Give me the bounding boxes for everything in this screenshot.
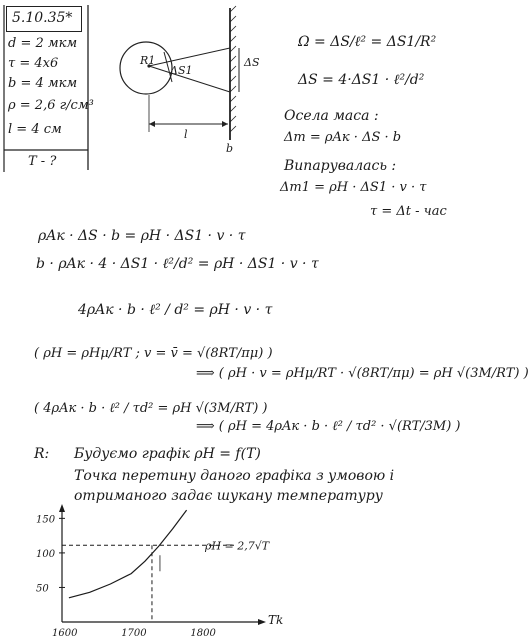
given-l: l = 4 см (8, 122, 62, 137)
x-axis-arrow (258, 619, 266, 625)
l-arrow-left (149, 121, 155, 127)
given-rho: ρ = 2,6 г/см³ (8, 98, 94, 113)
sphere (120, 42, 172, 94)
y-tick-label: 150 (36, 514, 56, 526)
x-tick-label: 1700 (121, 628, 147, 639)
y-axis-arrow (59, 504, 65, 512)
given-b: b = 4 мкм (8, 76, 78, 91)
l-arrow-right (222, 121, 228, 127)
eq-evaporated-mass: Δm1 = ρH · ΔS1 · v · τ (280, 180, 427, 195)
curve-series (69, 510, 187, 598)
x-tick-label: 1600 (52, 628, 78, 639)
eq-area: ΔS = 4·ΔS1 · ℓ²/d² (298, 72, 425, 88)
y-tick-label: 100 (36, 548, 56, 560)
eq-tau-definition: τ = Δt - час (370, 204, 447, 219)
mass-heading: Осела маса : (284, 108, 379, 124)
derivation-line-5-right: ⟹ ( ρH = 4ρAк · b · ℓ² / τd² · √(RT/3M) ) (196, 419, 461, 434)
condition-line-label: ρH = 2,7√T (205, 539, 270, 553)
label-ds: ΔS (244, 56, 260, 69)
eq-solid-angle: Ω = ΔS/ℓ² = ΔS1/R² (298, 34, 437, 50)
unknown-t: T - ? (28, 154, 57, 169)
label-l: l (184, 128, 188, 141)
derivation-line-4-right: ⟹ ( ρH · v = ρHμ/RT · √(8RT/πμ) = ρH √(3M/RT) ) (196, 366, 529, 381)
derivation-line-4-left: ( ρH = ρHμ/RT ; v = v̄ = √(8RT/πμ) ) (34, 346, 273, 361)
given-tau: τ = 4x6 (8, 56, 59, 71)
y-tick-label: 50 (36, 583, 49, 595)
label-r1: R1 (140, 54, 156, 67)
given-d: d = 2 мкм (8, 36, 78, 51)
x-tick-label: 1800 (190, 628, 216, 639)
derivation-line-3: 4ρAк · b · ℓ² / d² = ρH · v · τ (78, 302, 273, 318)
chart (36, 504, 283, 639)
derivation-line-5-left: ( 4ρAк · b · ℓ² / τd² = ρH √(3M/RT) ) (34, 401, 268, 416)
evap-heading: Випарувалась : (284, 158, 397, 174)
x-axis-label: Tk (268, 613, 284, 627)
solution-r-label: R: (34, 446, 50, 462)
solution-text-1: Будуємо графік ρH = f(T) (74, 446, 261, 462)
eq-deposited-mass: Δm = ρAк · ΔS · b (284, 130, 402, 145)
solution-text-3: отриманого задає шукану температуру (74, 488, 383, 504)
solution-text-2: Точка перетину даного графіка з умовою і (74, 468, 395, 484)
problem-number: 5.10.35* (12, 10, 73, 26)
derivation-line-1: ρAк · ΔS · b = ρH · ΔS1 · v · τ (38, 228, 246, 244)
label-ds1: ΔS1 (170, 64, 193, 77)
label-b: b (226, 142, 234, 155)
derivation-line-2: b · ρAк · 4 · ΔS1 · ℓ²/d² = ρH · ΔS1 · v · τ (36, 256, 319, 272)
